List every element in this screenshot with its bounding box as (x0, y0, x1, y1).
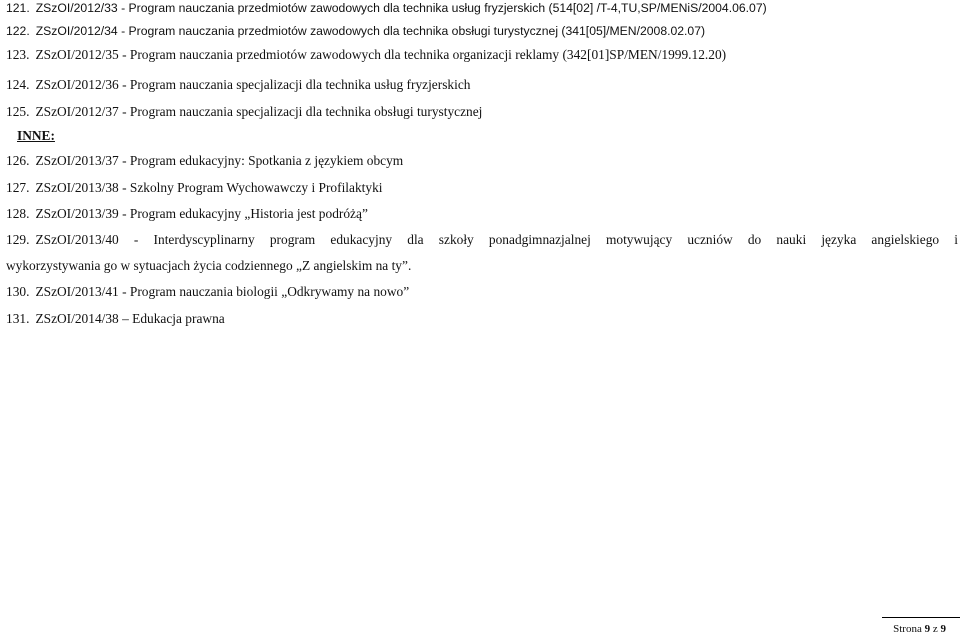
list-item (6, 0, 767, 16)
item-number: 128. (6, 206, 30, 221)
item-text: ZSzOI/2013/38 - Szkolny Program Wychowawczy i Profilaktyki (35, 180, 383, 195)
footer-label: Strona (893, 623, 922, 635)
item-text: ZSzOI/2012/34 - Program nauczania przedmiotów zawodowych dla technika obsługi turystycznej (341[05]/MEN/2008.02.07) (35, 24, 706, 38)
item-number: 125. (6, 104, 30, 119)
item-number: 121. (6, 1, 30, 15)
footer-divider (882, 617, 960, 618)
item-text: ZSzOI/2012/33 - Program nauczania przedmiotów zawodowych dla technika usług fryzjerskich (514[02] /T-4,TU,SP/MENiS/2004.06.07) (35, 1, 767, 15)
list-item (6, 153, 403, 169)
list-item (6, 206, 368, 222)
list-item (6, 23, 705, 39)
item-text: ZSzOI/2013/40 - Interdyscyplinarny program edukacyjny dla szkoły ponadgimnazjalnej motywujący uczniów do nauki języka angielskiego i (35, 232, 958, 247)
section-heading: INNE: (17, 128, 55, 143)
list-item (6, 311, 225, 327)
list-item (6, 47, 726, 63)
footer-current-page: 9 (924, 623, 931, 635)
item-number: 131. (6, 311, 30, 326)
list-item (6, 77, 470, 93)
footer-total-pages: 9 (940, 623, 946, 635)
list-item-continuation: wykorzystywania go w sytuacjach życia codziennego „Z angielskim na ty”. (6, 258, 412, 273)
item-number: 129. (6, 232, 30, 247)
item-text: ZSzOI/2012/36 - Program nauczania specjalizacji dla technika usług fryzjerskich (35, 77, 471, 92)
item-text: ZSzOI/2013/39 - Program edukacyjny „Historia jest podróżą” (35, 206, 368, 221)
list-item (6, 232, 958, 248)
item-number: 124. (6, 77, 30, 92)
item-text: ZSzOI/2013/37 - Program edukacyjny: Spotkania z językiem obcym (35, 153, 404, 168)
list-item (6, 284, 409, 300)
page-footer (893, 622, 946, 636)
item-number: 130. (6, 284, 30, 299)
item-text: ZSzOI/2013/41 - Program nauczania biologii „Odkrywamy na nowo” (35, 284, 410, 299)
item-text: ZSzOI/2012/37 - Program nauczania specjalizacji dla technika obsługi turystycznej (35, 104, 483, 119)
item-number: 123. (6, 47, 30, 62)
item-text: ZSzOI/2012/35 - Program nauczania przedmiotów zawodowych dla technika organizacji reklamy (342[01]SP/MEN/1999.12.20) (35, 47, 727, 62)
item-text: ZSzOI/2014/38 – Edukacja prawna (35, 311, 225, 326)
footer-separator: z (932, 623, 938, 635)
list-item (6, 104, 482, 120)
list-item (6, 180, 382, 196)
item-number: 127. (6, 180, 30, 195)
item-number: 126. (6, 153, 30, 168)
item-number: 122. (6, 24, 30, 38)
